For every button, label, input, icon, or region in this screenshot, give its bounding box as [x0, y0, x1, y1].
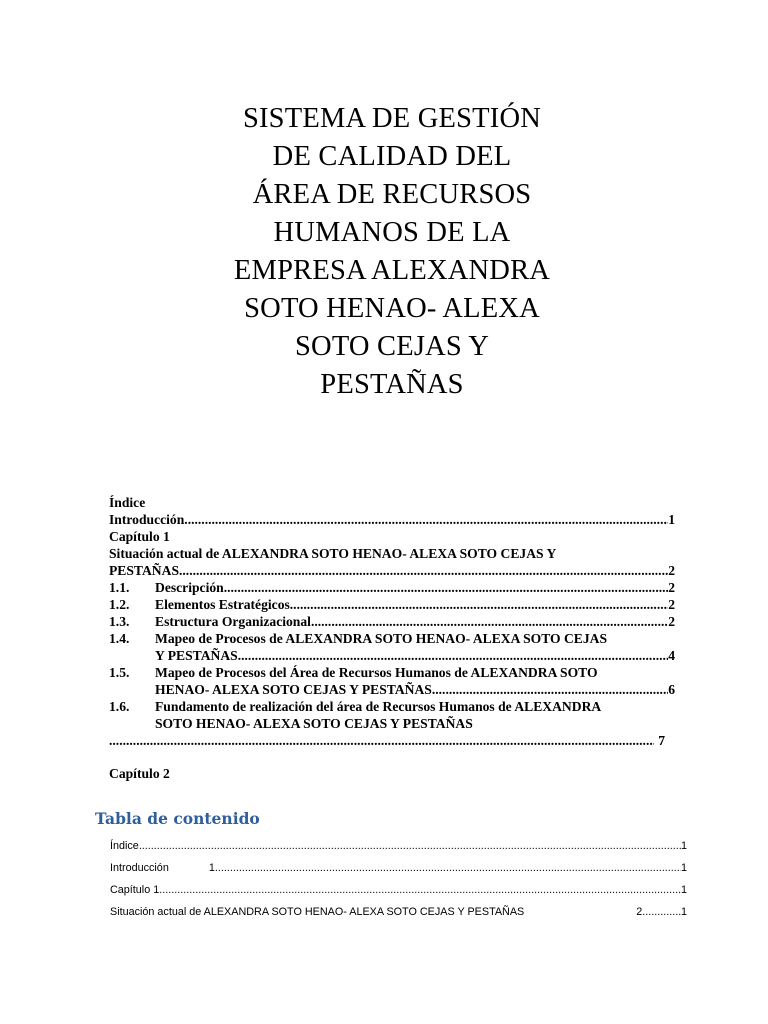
- entry-page: 2: [668, 614, 675, 629]
- entry-label: Descripción: [155, 580, 224, 595]
- toc-label: Índice: [110, 840, 139, 852]
- dot-leader: [139, 840, 681, 852]
- toc-label: Situación actual de ALEXANDRA SOTO HENAO- ALEXA SOTO CEJAS Y PESTAÑAS: [110, 906, 525, 918]
- dot-leader: [290, 596, 668, 613]
- entry-number: 1.5.: [109, 665, 130, 680]
- index-entry-1-6[interactable]: [109, 698, 675, 732]
- index-entry-1-3[interactable]: [109, 613, 675, 630]
- dot-leader: [238, 647, 668, 664]
- entry-page: 2: [668, 563, 675, 578]
- index-entry-situacion[interactable]: Situación actual de ALEXANDRA SOTO HENAO- ALEXA SOTO CEJAS Y: [109, 546, 557, 561]
- title-line: EMPRESA ALEXANDRA: [233, 255, 551, 286]
- dot-leader: [109, 732, 654, 749]
- entry-page: 2: [668, 580, 675, 595]
- entry-number: 1.4.: [109, 631, 130, 646]
- entry-number: 1.1.: [109, 580, 130, 595]
- entry-page: 1: [668, 512, 675, 527]
- toc-label: Capítulo 1: [110, 884, 160, 896]
- toc-label: Introducción: [110, 862, 169, 874]
- entry-page: 6: [668, 682, 675, 697]
- entry-label: PESTAÑAS: [109, 563, 179, 578]
- entry-label: Introducción: [109, 512, 185, 527]
- index-section: [109, 494, 675, 782]
- entry-page: 4: [668, 648, 675, 663]
- entry-number: 1.3.: [109, 614, 130, 629]
- toc-row-introduccion[interactable]: [110, 862, 687, 884]
- toc-row-capitulo-1[interactable]: [110, 884, 687, 906]
- entry-label: Y PESTAÑAS: [155, 648, 238, 663]
- toc-page: 1: [680, 840, 687, 852]
- dot-leader: [179, 562, 668, 579]
- title-line: PESTAÑAS: [320, 369, 464, 400]
- toc-row-situacion[interactable]: [110, 906, 687, 928]
- title-line: SISTEMA DE GESTIÓN: [242, 103, 542, 134]
- document-title: [184, 100, 600, 404]
- toc-row-indice[interactable]: [110, 840, 687, 862]
- index-entry-1-6-leader[interactable]: [109, 732, 665, 749]
- index-heading: Índice: [109, 495, 146, 510]
- toc-inline-number: 2: [636, 906, 643, 918]
- index-entry-1-5[interactable]: [109, 664, 675, 698]
- title-line: ÁREA DE RECURSOS: [252, 179, 532, 210]
- title-line: HUMANOS DE LA: [273, 217, 511, 248]
- toc-inline-number: 1: [208, 862, 215, 874]
- dot-leader: [184, 511, 668, 528]
- dot-leader: [224, 579, 668, 596]
- dot-leader: [215, 862, 681, 874]
- entry-label: Mapeo de Procesos del Área de Recursos Humanos de ALEXANDRA SOTO: [155, 665, 598, 680]
- entry-label: Elementos Estratégicos: [155, 597, 290, 612]
- table-of-contents: [110, 840, 687, 928]
- index-chapter-1[interactable]: Capítulo 1: [109, 529, 170, 544]
- index-chapter-2[interactable]: Capítulo 2: [109, 766, 170, 781]
- entry-number: 1.6.: [109, 699, 130, 714]
- index-entry-1-1[interactable]: [109, 579, 675, 596]
- toc-heading: Tabla de contenido: [95, 809, 260, 828]
- dot-leader: [432, 681, 668, 698]
- title-line: SOTO CEJAS Y: [294, 331, 490, 362]
- entry-label: Fundamento de realización del área de Recursos Humanos de ALEXANDRA: [155, 699, 602, 714]
- entry-label: Estructura Organizacional: [155, 614, 311, 629]
- entry-page: 2: [668, 597, 675, 612]
- toc-page: 1: [680, 862, 687, 874]
- entry-label: Mapeo de Procesos de ALEXANDRA SOTO HENAO- ALEXA SOTO CEJAS: [155, 631, 608, 646]
- title-line: DE CALIDAD DEL: [272, 141, 512, 172]
- title-line: SOTO HENAO- ALEXA: [244, 293, 540, 324]
- entry-label: SOTO HENAO- ALEXA SOTO CEJAS Y PESTAÑAS: [155, 716, 473, 731]
- index-entry-introduccion[interactable]: [109, 511, 675, 528]
- toc-page: 1: [680, 884, 687, 896]
- entry-label: HENAO- ALEXA SOTO CEJAS Y PESTAÑAS: [155, 682, 432, 697]
- toc-page: 1: [680, 906, 687, 918]
- index-entry-1-2[interactable]: [109, 596, 675, 613]
- entry-page: 7: [658, 733, 665, 748]
- dot-leader: [642, 906, 681, 918]
- dot-leader: [159, 884, 681, 896]
- dot-leader: [311, 613, 668, 630]
- index-entry-1-4[interactable]: [109, 630, 675, 664]
- entry-number: 1.2.: [109, 597, 130, 612]
- index-entry-situacion-cont[interactable]: [109, 562, 675, 579]
